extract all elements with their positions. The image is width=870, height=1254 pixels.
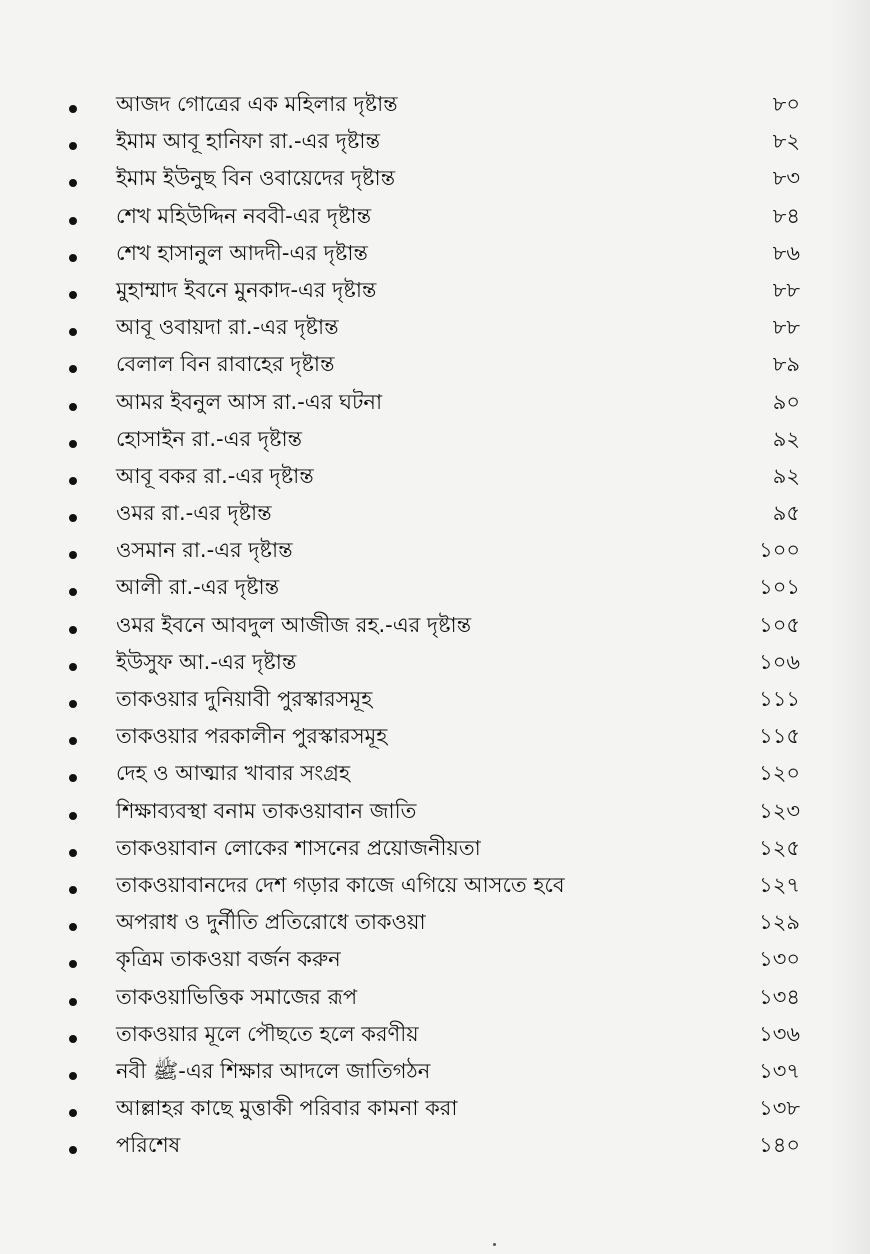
bullet-icon [69,737,77,745]
toc-entry [0,904,870,941]
toc-entry-title: দেহ ও আত্মার খাবার সংগ্রহ [116,761,350,786]
toc-entry-title: কৃত্রিম তাকওয়া বর্জন করুন [116,947,341,972]
bullet-icon [69,105,77,113]
toc-entry [0,941,870,978]
toc-entry-title: আবূ বকর রা.-এর দৃষ্টান্ত [116,463,314,488]
toc-entry [0,569,870,606]
toc-entry-title: আল্লাহর কাছে মুত্তাকী পরিবার কামনা করা [116,1096,458,1121]
toc-entry [0,867,870,904]
bullet-icon [69,291,77,299]
toc-entry-title: ইমাম ইউনুছ বিন ওবায়েদের দৃষ্টান্ত [116,166,396,191]
print-speck [493,1243,496,1246]
toc-entry [0,607,870,644]
toc-entry-title: শিক্ষাব্যবস্থা বনাম তাকওয়াবান জাতি [116,798,417,823]
toc-entry [0,1090,870,1127]
toc-entry-page-number: ১২৯ [759,910,800,935]
bullet-icon [69,700,77,708]
toc-entry-page-number: ৮৮ [772,315,800,340]
bullet-icon [69,514,77,522]
toc-entry-page-number: ১৩৮ [759,1096,800,1121]
toc-entry-page-number: ১১১ [759,687,800,711]
toc-entry [0,86,870,123]
toc-entry-title: হোসাইন রা.-এর দৃষ্টান্ত [116,426,303,451]
bullet-icon [69,551,77,559]
toc-entry-title: শেখ মহিউদ্দিন নববী-এর দৃষ্টান্ত [116,203,372,228]
toc-entry [0,681,870,718]
bullet-icon [69,217,77,225]
toc-entry-page-number: ১৩৬ [759,1021,800,1046]
toc-entry-page-number: ৮৯ [772,352,800,377]
bullet-icon [69,440,77,448]
toc-entry [0,495,870,532]
toc-entry-page-number: ৯০ [772,389,800,414]
toc-entry [0,718,870,755]
toc-entry-title: ইউসুফ আ.-এর দৃষ্টান্ত [116,649,297,674]
toc-entry [0,979,870,1016]
bullet-icon [69,328,77,336]
toc-entry-page-number: ১০১ [759,575,800,600]
toc-entry-title: তাকওয়াভিত্তিক সমাজের রূপ [116,984,358,1009]
toc-entry [0,830,870,867]
toc-entry-page-number: ১২৫ [759,835,800,860]
toc-entry [0,384,870,421]
toc-entry-title: ওসমান রা.-এর দৃষ্টান্ত [116,538,293,563]
bullet-icon [69,403,77,411]
toc-entry-title: আমর ইবনুল আস রা.-এর ঘটনা [116,389,383,414]
toc-entry-page-number: ১২৩ [759,798,800,823]
table-of-contents [0,86,870,1164]
toc-entry [0,309,870,346]
toc-entry-page-number: ১২০ [759,761,800,786]
bullet-icon [69,923,77,931]
toc-entry [0,793,870,830]
toc-entry-page-number: ১০৬ [759,649,800,674]
toc-entry-page-number: ১৪০ [759,1133,800,1158]
bullet-icon [69,886,77,894]
toc-entry-page-number: ৮৮ [772,277,800,302]
toc-entry [0,1016,870,1053]
toc-entry-title: পরিশেষ [116,1133,181,1158]
toc-entry [0,458,870,495]
toc-entry-title: ওমর ইবনে আবদুল আজীজ রহ.-এর দৃষ্টান্ত [116,612,472,637]
toc-entry-page-number: ১৩৪ [759,984,800,1009]
toc-entry-page-number: ১২৭ [759,872,800,897]
bullet-icon [69,142,77,150]
toc-entry-title: আজদ গোত্রের এক মহিলার দৃষ্টান্ত [116,92,398,116]
toc-entry [0,235,870,272]
toc-entry-title: তাকওয়াবান লোকের শাসনের প্রয়োজনীয়তা [116,835,481,860]
bullet-icon [69,1146,77,1154]
toc-entry [0,160,870,197]
toc-entry [0,123,870,160]
toc-entry-title: ইমাম আবূ হানিফা রা.-এর দৃষ্টান্ত [116,129,380,154]
toc-entry-title: ওমর রা.-এর দৃষ্টান্ত [116,501,272,526]
toc-entry-title: অপরাধ ও দুর্নীতি প্রতিরোধে তাকওয়া [116,910,426,935]
toc-entry-page-number: ১৩০ [759,947,800,972]
bullet-icon [69,774,77,782]
bullet-icon [69,365,77,373]
toc-entry-page-number: ১৩৭ [759,1058,800,1083]
toc-entry [0,272,870,309]
toc-entry-page-number: ৯২ [772,463,800,488]
toc-entry [0,1127,870,1164]
toc-entry-title: বেলাল বিন রাবাহের দৃষ্টান্ত [116,352,335,377]
bullet-icon [69,960,77,968]
toc-entry-page-number: ৯৫ [772,501,800,526]
toc-entry [0,198,870,235]
bullet-icon [69,998,77,1006]
toc-entry-title: শেখ হাসানুল আদদী-এর দৃষ্টান্ত [116,240,368,265]
toc-entry-title: নবী ﷺ-এর শিক্ষার আদলে জাতিগঠন [116,1058,431,1083]
toc-entry [0,1053,870,1090]
bullet-icon [69,626,77,634]
toc-entry [0,755,870,792]
bullet-icon [69,588,77,596]
toc-entry-title: তাকওয়ার পরকালীন পুরস্কারসমূহ [116,724,388,749]
toc-entry-title: তাকওয়ার মূলে পৌছতে হলে করণীয় [116,1021,419,1046]
toc-entry-page-number: ৮২ [772,129,800,154]
toc-entry-page-number: ১১৫ [759,724,800,749]
bullet-icon [69,1072,77,1080]
toc-entry-title: আবূ ওবায়দা রা.-এর দৃষ্টান্ত [116,315,339,340]
bullet-icon [69,477,77,485]
toc-entry-title: আলী রা.-এর দৃষ্টান্ত [116,575,280,600]
bullet-icon [69,849,77,857]
bullet-icon [69,1109,77,1117]
toc-entry-page-number: ৮০ [772,92,800,116]
bullet-icon [69,663,77,671]
toc-entry-title: মুহাম্মাদ ইবনে মুনকাদ-এর দৃষ্টান্ত [116,277,377,302]
toc-entry-page-number: ১০০ [759,538,800,563]
toc-entry [0,346,870,383]
bullet-icon [69,254,77,262]
toc-entry-page-number: ৮৩ [772,166,800,191]
bullet-icon [69,179,77,187]
toc-entry-title: তাকওয়ার দুনিয়াবী পুরস্কারসমূহ [116,687,373,711]
toc-entry [0,532,870,569]
toc-entry-page-number: ৯২ [772,426,800,451]
bullet-icon [69,812,77,820]
toc-entry-title: তাকওয়াবানদের দেশ গড়ার কাজে এগিয়ে আসতে হবে [116,872,565,897]
toc-entry-page-number: ৮৬ [772,240,800,265]
toc-entry-page-number: ১০৫ [759,612,800,637]
toc-entry [0,421,870,458]
bullet-icon [69,1035,77,1043]
toc-entry [0,644,870,681]
toc-entry-page-number: ৮৪ [772,203,800,228]
